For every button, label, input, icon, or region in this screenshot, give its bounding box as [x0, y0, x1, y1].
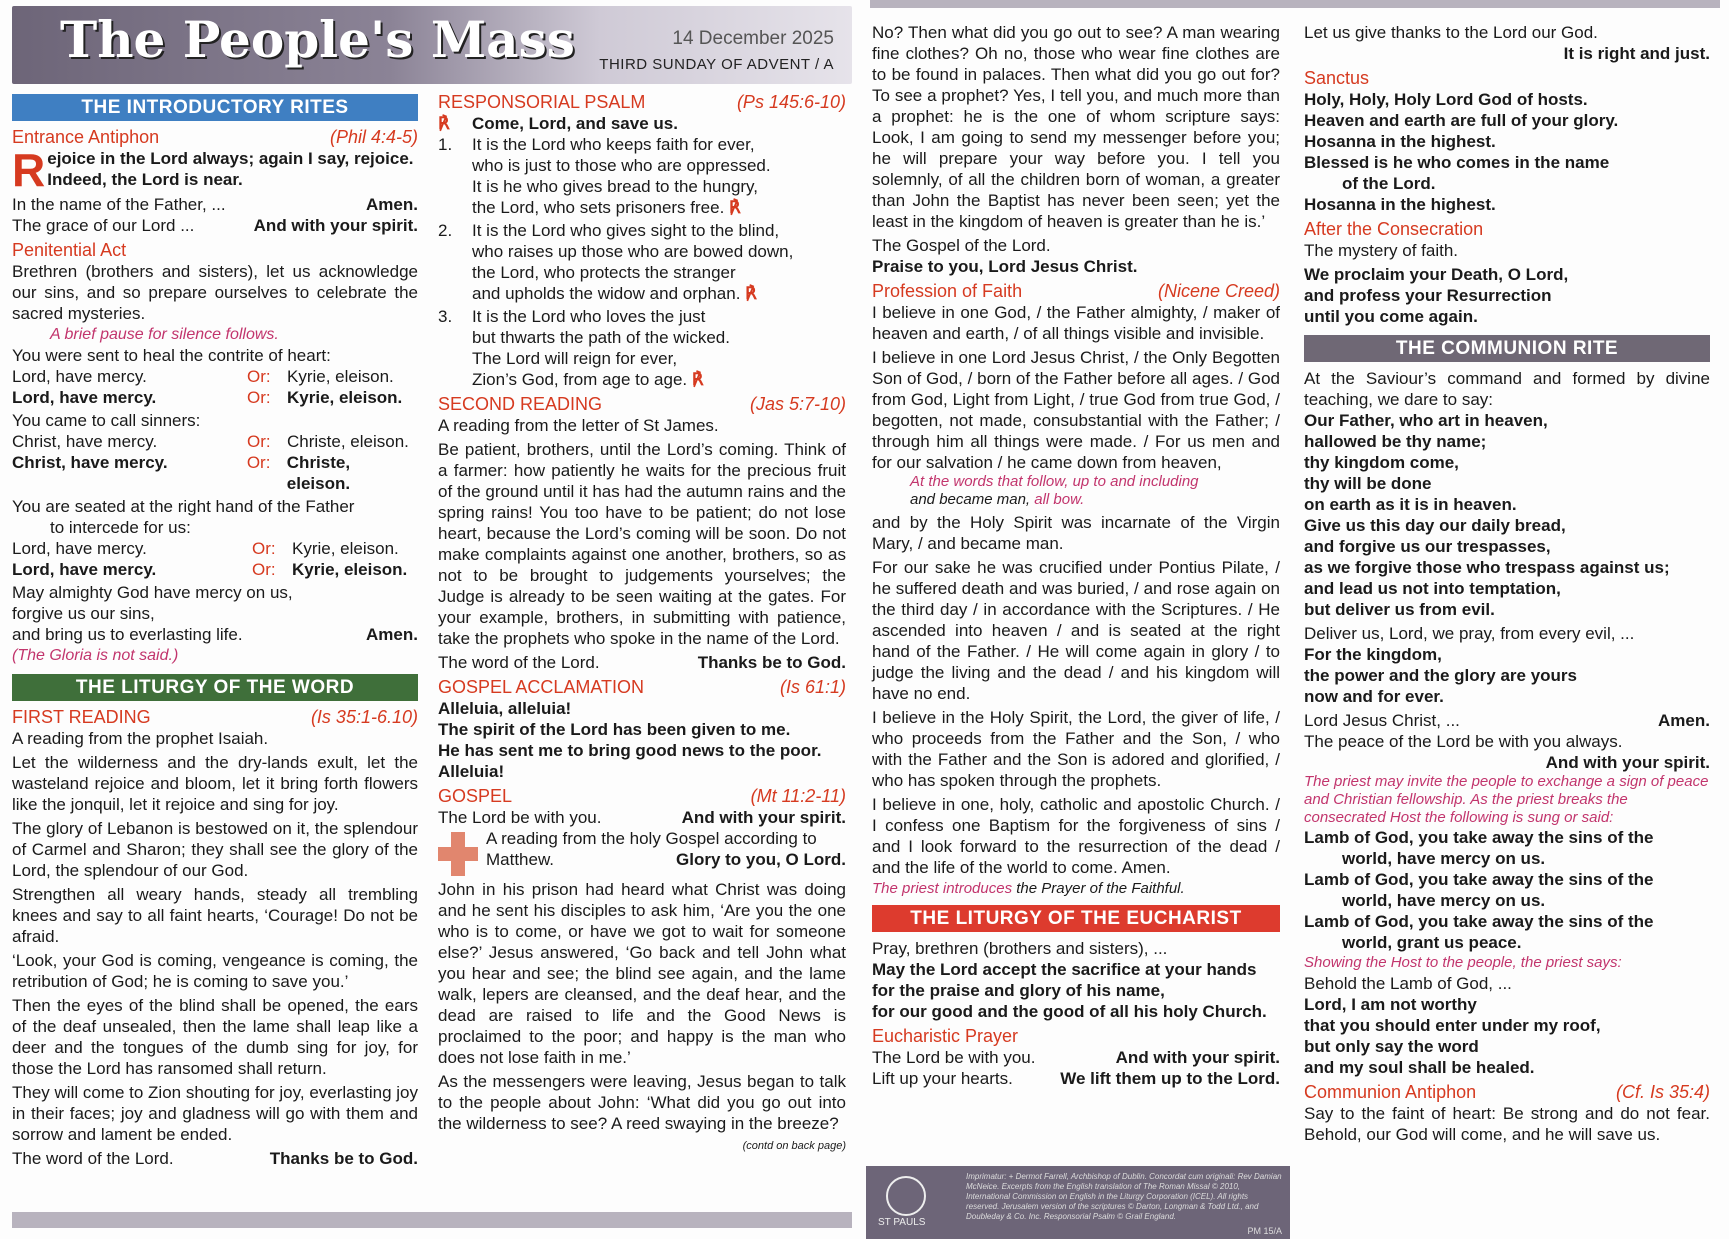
- pray-response-1: May the Lord accept the sacrifice at your hands: [872, 960, 1257, 979]
- first-reading-intro: A reading from the prophet Isaiah.: [12, 729, 269, 748]
- kyrie-alt: Christe, eleison.: [287, 432, 409, 451]
- or-label: Or:: [246, 453, 271, 472]
- sheet-code: PM 15/A: [1247, 1226, 1282, 1236]
- or-label: Or:: [252, 560, 276, 579]
- creed-p5: I believe in the Holy Spirit, the Lord, the giver of life, / who proceeds from the Father and the Son, / who with the Father and the Son is adored and glorified, / who has spoken through the prophets.: [872, 708, 1280, 790]
- creed-p3: and by the Holy Spirit was incarnate of the Virgin Mary, / and became man.: [872, 513, 1280, 553]
- kyrie-2-intro: You came to call sinners:: [12, 411, 201, 430]
- first-reading-p6: They will come to Zion shouting for joy, everlasting joy in their faces; joy and gladness will go with them and sorrow and lament be ended.: [12, 1083, 418, 1144]
- ep-priest: The Lord be with you.: [872, 1048, 1036, 1067]
- response-text: Come, Lord, and save us.: [472, 114, 678, 133]
- acclamation-line: The spirit of the Lord has been given to me.: [438, 720, 791, 739]
- kyrie-text: Lord, have mercy.: [12, 560, 157, 579]
- creed-ref: (Nicene Creed): [1157, 281, 1280, 301]
- kyrie-2-line-2: [12, 452, 418, 494]
- prayer-line: and forgive us our trespasses,: [1304, 537, 1551, 556]
- peace-greeting: The peace of the Lord be with you always.: [1304, 732, 1623, 751]
- or-label: Or:: [252, 539, 276, 558]
- ep-heading: [872, 1026, 1280, 1047]
- entrance-line-2: Indeed, the Lord is near.: [47, 170, 243, 189]
- preface-dialogue: Let us give thanks to the Lord our God.: [1304, 23, 1598, 42]
- gloria-note: (The Gloria is not said.): [12, 647, 179, 664]
- psalm-heading: [438, 92, 846, 113]
- kyrie-1-line-1: [12, 366, 418, 387]
- response-symbol: ℟: [745, 284, 757, 303]
- greeting: [12, 215, 418, 236]
- kyrie-alt: Kyrie, eleison.: [287, 367, 394, 386]
- greeting-priest: The grace of our Lord ...: [12, 216, 195, 235]
- gospel-p1: John in his prison had heard what Christ was doing and he sent his disciples to ask him, ‘Are you the one who is to come, or have we got to wait for someone else?’ Jesus answered, ‘Go back and tell John what you hear and see; the blind see again, and the lame walk, lepers are cleansed, and the deaf hear, and the dead are raised to life and the Good News is proclaimed to the poor; and happy is the man who does not lose faith in me.’: [438, 880, 846, 1067]
- sign-of-cross: [12, 194, 418, 215]
- prayer-line: Our Father, who art in heaven,: [1304, 411, 1548, 430]
- consecration-heading: [1304, 219, 1710, 240]
- prayer-line: and lead us not into temptation,: [1304, 579, 1561, 598]
- penitential-heading: [12, 240, 418, 261]
- creed-p4: For our sake he was crucified under Pontius Pilate, / he suffered death and was buried, / and rose again on the third day / in accordance with the Scriptures. / He ascended into heaven / and is seated at the right hand of the Father. / He will come again in glory / to judge the living and the dead / and his kingdom will have no end.: [872, 558, 1280, 703]
- bow-rubric-1: At the words that follow, up to and including: [910, 473, 1199, 490]
- sanctus-line: Blessed is he who comes in the name: [1304, 153, 1610, 172]
- verse-line: who is just to those who are oppressed.: [472, 156, 771, 175]
- creed-heading: [872, 281, 1280, 302]
- verse-line: the Lord, who sets prisoners free.: [472, 198, 725, 217]
- kyrie-text: Christ, have mercy.: [12, 432, 158, 451]
- sanctus-line: Holy, Holy, Holy Lord God of hosts.: [1304, 90, 1588, 109]
- first-reading-heading: [12, 707, 418, 728]
- acclamation-line: We proclaim your Death, O Lord,: [1304, 265, 1569, 284]
- creed-p2: I believe in one Lord Jesus Christ, / the Only Begotten Son of God, / born of the Father before all ages. / God from God, Light from Light, / true God from true God, / begotten, not made, consubstantial with the Father; / through him all things were made. / For us men and for our salvation / he came down from heaven,: [872, 348, 1280, 472]
- gospel-greeting-priest: The Lord be with you.: [438, 808, 602, 827]
- absolution-3: [12, 624, 418, 645]
- psalm-ref: (Ps 145:6-10): [736, 92, 846, 112]
- column-3: [872, 22, 1280, 1089]
- date: 14 December 2025: [672, 28, 834, 49]
- kyrie-text: Lord, have mercy.: [12, 388, 157, 407]
- consecration-title: After the Consecration: [1304, 219, 1484, 239]
- bottom-bar: [12, 1212, 852, 1228]
- ep-dialogue-1: [872, 1047, 1280, 1068]
- gospel-continued: No? Then what did you go out to see? A man wearing fine clothes? Oh no, those who wear fine clothes are to be found in palaces. Then what did you go out for? To see a prophet? Yes, I tell you, and much more than a prophet: he is the one of whom scripture says: Look, I am going to send my messenger before you; he will prepare your way before you. I tell you solemnly, of all the children born of woman, a greater than John the Baptist has never been seen; yet the least in the kingdom of heaven is greater than he is.’: [872, 23, 1280, 231]
- sanctus-line: Hosanna in the highest.: [1304, 132, 1496, 151]
- psalm-title: RESPONSORIAL PSALM: [438, 92, 646, 112]
- acclamation-line: Alleluia!: [438, 762, 505, 781]
- drop-cap: R: [12, 144, 46, 196]
- first-reading-end: [12, 1148, 418, 1169]
- verse-line: It is he who gives bread to the hungry,: [472, 177, 759, 196]
- creed-p6: I believe in one, holy, catholic and apostolic Church. / I confess one Baptism for the forgiveness of sins / and I look forward to the resurrection of the dead / and the life of the world to come. Amen.: [872, 795, 1280, 877]
- penitential-title: Penitential Act: [12, 240, 127, 260]
- doxology-line: the power and the glory are yours: [1304, 666, 1578, 685]
- not-worthy-line: but only say the word: [1304, 1037, 1479, 1056]
- eucharist-banner: THE LITURGY OF THE EUCHARIST: [872, 905, 1280, 932]
- entrance-antiphon: [12, 144, 418, 196]
- sanctus-heading: [1304, 68, 1710, 89]
- prayer-line: but deliver us from evil.: [1304, 600, 1495, 619]
- acclamation-line: until you come again.: [1304, 307, 1478, 326]
- or-label: Or:: [247, 367, 271, 386]
- creed-p1: I believe in one God, / the Father almighty, / maker of heaven and earth, / of all things visible and invisible.: [872, 303, 1280, 343]
- prayer-line: Give us this day our daily bread,: [1304, 516, 1566, 535]
- amen: Amen.: [366, 625, 418, 644]
- gospel-announce-response: Glory to you, O Lord.: [676, 850, 846, 869]
- peace-prayer: [1304, 710, 1710, 731]
- gospel-announcement: [438, 828, 846, 876]
- ep-title: Eucharistic Prayer: [872, 1026, 1019, 1046]
- kyrie-text: Christ, have mercy.: [12, 453, 168, 472]
- agnus-dei: [1304, 827, 1710, 953]
- imprimatur-footer: [866, 1166, 1290, 1239]
- agnus-line: world, grant us peace.: [1342, 933, 1522, 952]
- kyrie-text: Lord, have mercy.: [12, 539, 147, 558]
- creed-title: Profession of Faith: [872, 281, 1023, 301]
- doxology-line: For the kingdom,: [1304, 645, 1442, 664]
- acclamation-title: GOSPEL ACCLAMATION: [438, 677, 645, 697]
- first-reading-p1: Let the wilderness and the dry-lands exult, let the wasteland rejoice and bloom, let it bring forth flowers like the jonquil, let it rejoice and sing for joy.: [12, 753, 418, 814]
- pray-response-2: for the praise and glory of his name,: [872, 981, 1165, 1000]
- gospel-response: Praise to you, Lord Jesus Christ.: [872, 257, 1138, 276]
- acclamation-line: and profess your Resurrection: [1304, 286, 1552, 305]
- pause-rubric: A brief pause for silence follows.: [50, 326, 279, 343]
- kyrie-2-line-1: [12, 431, 418, 452]
- acclamation-text: [438, 698, 846, 782]
- cross-icon: [438, 832, 478, 876]
- ep-dialogue-2: [872, 1068, 1280, 1089]
- sign-people: Amen.: [366, 195, 418, 214]
- column-2: [438, 92, 846, 1157]
- entrance-line-1: ejoice in the Lord always; again I say, rejoice.: [47, 149, 414, 168]
- sanctus-line: Heaven and earth are full of your glory.: [1304, 111, 1619, 130]
- verse-line: Zion’s God, from age to age.: [472, 370, 688, 389]
- first-reading-p3: Strengthen all weary hands, steady all trembling knees and say to all faint hearts, ‘Courage! Do not be afraid.: [12, 885, 418, 946]
- agnus-line: world, have mercy on us.: [1342, 891, 1546, 910]
- column-4: [1304, 22, 1710, 1145]
- verse-line: It is the Lord who keeps faith for ever,: [472, 135, 755, 154]
- sanctus-line: of the Lord.: [1342, 174, 1436, 193]
- bow-words: and became man,: [910, 491, 1031, 508]
- doxology-line: now and for ever.: [1304, 687, 1444, 706]
- or-label: Or:: [247, 432, 271, 451]
- agnus-line: Lamb of God, you take away the sins of the: [1304, 870, 1654, 889]
- liturgical-day: THIRD SUNDAY OF ADVENT / A: [599, 56, 834, 73]
- response-symbol: ℟: [438, 114, 450, 133]
- first-reading-p4: ‘Look, your God is coming, vengeance is coming, the retribution of God; he is coming to save you.’: [12, 951, 418, 991]
- agnus-line: Lamb of God, you take away the sins of the: [1304, 912, 1654, 931]
- acclamation-ref: (Is 61:1): [779, 677, 846, 697]
- acclamation-heading: [438, 677, 846, 698]
- gospel-end: The Gospel of the Lord.: [872, 236, 1051, 255]
- continued-note: (contd on back page): [742, 1140, 846, 1152]
- not-worthy-line: and my soul shall be healed.: [1304, 1058, 1535, 1077]
- verse-line: the Lord, who protects the stranger: [472, 263, 736, 282]
- agnus-line: Lamb of God, you take away the sins of the: [1304, 828, 1654, 847]
- psalm-verse-2: [438, 220, 846, 304]
- verse-number: 1.: [438, 135, 453, 154]
- gospel-announce-line: A reading from the holy Gospel according to: [486, 829, 817, 848]
- thanks-response: Thanks be to God.: [269, 1149, 418, 1168]
- acclamation-line: Alleluia, alleluia!: [438, 699, 572, 718]
- second-reading-heading: [438, 394, 846, 415]
- kyrie-1-intro: You were sent to heal the contrite of heart:: [12, 346, 331, 365]
- kyrie-alt: Kyrie, eleison.: [292, 539, 399, 558]
- word-of-lord: The word of the Lord.: [438, 653, 600, 672]
- mystery-of-faith: The mystery of faith.: [1304, 241, 1458, 260]
- word-of-lord: The word of the Lord.: [12, 1149, 174, 1168]
- not-worthy-line: that you should enter under my roof,: [1304, 1016, 1601, 1035]
- communion-antiphon-heading: [1304, 1082, 1710, 1103]
- entrance-ref: (Phil 4:4-5): [329, 127, 418, 147]
- absolution-2: forgive us our sins,: [12, 604, 155, 623]
- showing-host-rubric: Showing the Host to the people, the priest says:: [1304, 954, 1622, 971]
- sanctus-title: Sanctus: [1304, 68, 1370, 88]
- or-label: Or:: [247, 388, 271, 407]
- kyrie-alt: Kyrie, eleison.: [292, 560, 408, 579]
- psalm-verse-1: [438, 134, 846, 218]
- psalm-verse-3: [438, 306, 846, 390]
- greeting-people: And with your spirit.: [253, 216, 418, 235]
- prayer-line: on earth as it is in heaven.: [1304, 495, 1517, 514]
- faithful-note: [872, 878, 1280, 899]
- agnus-line: world, have mercy on us.: [1342, 849, 1546, 868]
- preface-response: It is right and just.: [1563, 44, 1710, 63]
- gospel-greeting: [438, 807, 846, 828]
- sanctus-line: Hosanna in the highest.: [1304, 195, 1496, 214]
- psalm-response: [438, 113, 846, 134]
- gospel-greeting-people: And with your spirit.: [681, 808, 846, 827]
- first-reading-ref: (Is 35:1-6.10): [310, 707, 418, 727]
- entrance-title: Entrance Antiphon: [12, 127, 160, 147]
- peace-response: And with your spirit.: [1545, 753, 1710, 772]
- publisher-name: ST PAULS: [878, 1217, 926, 1228]
- first-reading-p5: Then the eyes of the blind shall be opened, the ears of the deaf unsealed, then the lame shall leap like a deer and the tongues of the dumb sing for joy, for those the Lord has ransomed shall return.: [12, 996, 418, 1078]
- gospel-p2: As the messengers were leaving, Jesus began to talk to the people about John: ‘What did you go out into the wilderness to see? A reed swaying in the breeze?: [438, 1072, 846, 1133]
- embolism: Deliver us, Lord, we pray, from every evil, ...: [1304, 624, 1635, 643]
- second-reading-text: Be patient, brothers, until the Lord’s coming. Think of a farmer: how patiently he waits for the precious fruit of the ground until it has had the autumn rains and the spring rains! You too have to be patient; do not lose heart, because the Lord’s coming will be soon. Do not make complaints against one another, brothers, so as not to be brought to judgements yourselves; the Judge is already to be seen waiting at the gates. For your example, brothers, in submitting with patience, take the prophets who spoke in the name of the Lord.: [438, 440, 846, 648]
- amen: Amen.: [1658, 711, 1710, 730]
- kyrie-3-intro: You are seated at the right hand of the Father: [12, 497, 355, 516]
- sanctus-text: [1304, 89, 1710, 215]
- sign-of-peace-rubric: The priest may invite the people to exchange a sign of peace and Christian fellowship. As the priest breaks the consecrated Host the following is sung or said:: [1304, 773, 1709, 826]
- behold-lamb: Behold the Lamb of God, ...: [1304, 974, 1512, 993]
- intro-rites-banner: THE INTRODUCTORY RITES: [12, 94, 418, 121]
- absolution-text: and bring us to everlasting life.: [12, 625, 243, 644]
- verse-line: It is the Lord who loves the just: [472, 307, 706, 326]
- prayer-line: thy will be done: [1304, 474, 1432, 493]
- second-reading-title: SECOND READING: [438, 394, 603, 414]
- sign-priest: In the name of the Father, ...: [12, 195, 226, 214]
- copyright-text: Imprimatur: + Dermot Farrell, Archbishop of Dublin. Concordat cum originali: Rev Damian McNeice. Excerpts from the English translation of The Roman Missal © 2010, International Commission on English in the Liturgy Corporation (ICEL). All rights reserved. Jerusalem version of the scriptures © Darton, Longman & Todd Ltd., and Doubleday & Co. Inc. Responsorial Psalm © Grail England.: [966, 1172, 1282, 1221]
- first-reading-p2: The glory of Lebanon is bestowed on it, the splendour of Carmel and Sharon; they shall see the glory of the Lord, the splendour of our God.: [12, 819, 418, 880]
- gospel-title: GOSPEL: [438, 786, 513, 806]
- gospel-heading: [438, 786, 846, 807]
- response-symbol: ℟: [691, 370, 704, 389]
- column-1: [12, 92, 418, 1169]
- pray-brethren: Pray, brethren (brothers and sisters), ...: [872, 939, 1168, 958]
- st-pauls-logo-icon: [886, 1176, 926, 1216]
- prayer-line: hallowed be thy name;: [1304, 432, 1487, 451]
- verse-line: The Lord will reign for ever,: [472, 349, 678, 368]
- kyrie-3-line-2: [12, 559, 418, 580]
- kyrie-3-line-1: [12, 538, 418, 559]
- penitential-text: Brethren (brothers and sisters), let us acknowledge our sins, and so prepare ourselves to celebrate the sacred mysteries.: [12, 262, 418, 323]
- gospel-ref: (Mt 11:2-11): [750, 786, 846, 806]
- ep-people: And with your spirit.: [1115, 1048, 1280, 1067]
- lords-prayer-intro: At the Saviour’s command and formed by divine teaching, we dare to say:: [1304, 369, 1710, 409]
- prayer-line: thy kingdom come,: [1304, 453, 1459, 472]
- kyrie-3-intro-2: to intercede for us:: [50, 518, 191, 537]
- kyrie-alt: Kyrie, eleison.: [287, 388, 403, 407]
- gospel-announce-line: Matthew.: [486, 850, 555, 869]
- verse-line: It is the Lord who gives sight to the blind,: [472, 221, 780, 240]
- kyrie-alt: Christe, eleison.: [286, 453, 351, 493]
- lords-prayer: [1304, 410, 1710, 620]
- verse-line: but thwarts the path of the wicked.: [472, 328, 730, 347]
- header: [12, 6, 852, 84]
- verse-number: 3.: [438, 307, 453, 326]
- bow-instruction: all bow.: [1034, 491, 1085, 508]
- kyrie-text: Lord, have mercy.: [12, 367, 147, 386]
- peace-prayer-text: Lord Jesus Christ, ...: [1304, 711, 1460, 730]
- ep-people: We lift them up to the Lord.: [1060, 1069, 1280, 1088]
- pray-response-3: for our good and the good of all his holy Church.: [872, 1002, 1267, 1021]
- ep-priest: Lift up your hearts.: [872, 1069, 1013, 1088]
- word-banner: THE LITURGY OF THE WORD: [12, 674, 418, 701]
- faithful-rubric: The priest introduces: [872, 880, 1013, 897]
- top-bar: [870, 0, 1720, 8]
- verse-number: 2.: [438, 221, 453, 240]
- verse-line: who raises up those who are bowed down,: [472, 242, 794, 261]
- bow-rubric-2: [872, 491, 1280, 509]
- prayer-line: as we forgive those who trespass against us;: [1304, 558, 1670, 577]
- first-reading-title: FIRST READING: [12, 707, 151, 727]
- not-worthy-line: Lord, I am not worthy: [1304, 995, 1477, 1014]
- verse-line: and upholds the widow and orphan.: [472, 284, 741, 303]
- thanks-response: Thanks be to God.: [697, 653, 846, 672]
- absolution-1: May almighty God have mercy on us,: [12, 583, 293, 602]
- kyrie-1-line-2: [12, 387, 418, 408]
- communion-antiphon-title: Communion Antiphon: [1304, 1082, 1477, 1102]
- acclamation-line: He has sent me to bring good news to the poor.: [438, 741, 822, 760]
- second-reading-end: [438, 652, 846, 673]
- page-title: The People's Mass: [60, 10, 575, 69]
- faithful-text: the Prayer of the Faithful.: [1016, 880, 1185, 897]
- second-reading-ref: (Jas 5:7-10): [749, 394, 846, 414]
- communion-antiphon-ref: (Cf. Is 35:4): [1615, 1082, 1710, 1102]
- communion-banner: THE COMMUNION RITE: [1304, 335, 1710, 362]
- response-symbol: ℟: [729, 198, 741, 217]
- second-reading-intro: A reading from the letter of St James.: [438, 416, 719, 435]
- communion-antiphon-text: Say to the faint of heart: Be strong and do not fear. Behold, our God will come, and he will save us.: [1304, 1104, 1710, 1144]
- entrance-heading: [12, 127, 418, 148]
